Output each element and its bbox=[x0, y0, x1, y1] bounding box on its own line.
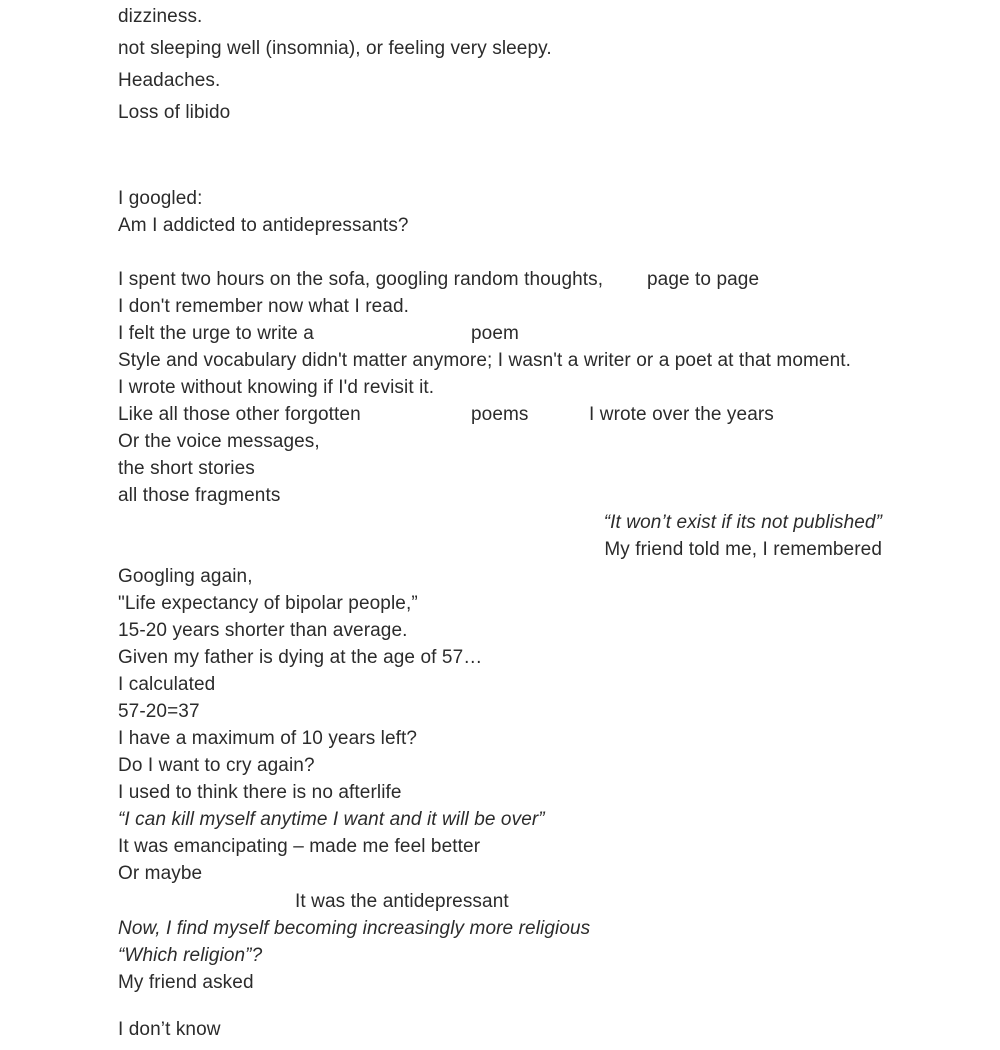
text-line: I googled: bbox=[118, 188, 203, 209]
text-line: It was emancipating – made me feel better bbox=[118, 836, 481, 857]
text-line: Style and vocabulary didn't matter anymore; I wasn't a writer or a poet at that moment. bbox=[118, 350, 852, 371]
text-line: Headaches. bbox=[118, 70, 221, 91]
text-line: I spent two hours on the sofa, googling random thoughts, bbox=[118, 269, 604, 290]
text-line: "Life expectancy of bipolar people,” bbox=[118, 593, 418, 614]
text-fragment: poems bbox=[471, 404, 529, 425]
text-line: I used to think there is no afterlife bbox=[118, 782, 402, 803]
text-line: Am I addicted to antidepressants? bbox=[118, 215, 409, 236]
text-line: the short stories bbox=[118, 458, 255, 479]
text-line: I don't remember now what I read. bbox=[118, 296, 410, 317]
text-line: 15-20 years shorter than average. bbox=[118, 620, 408, 641]
text-line: My friend told me, I remembered bbox=[604, 539, 882, 560]
text-line: all those fragments bbox=[118, 485, 281, 506]
text-line: Like all those other forgotten bbox=[118, 404, 361, 425]
quote-line: “I can kill myself anytime I want and it will be over” bbox=[118, 809, 545, 830]
text-line: I felt the urge to write a bbox=[118, 323, 314, 344]
text-line: I have a maximum of 10 years left? bbox=[118, 728, 418, 749]
text-fragment: page to page bbox=[647, 269, 760, 290]
text-line: Given my father is dying at the age of 57… bbox=[118, 647, 483, 668]
text-line: It was the antidepressant bbox=[295, 891, 509, 912]
text-line: Or the voice messages, bbox=[118, 431, 320, 452]
quote-line: “Which religion”? bbox=[118, 945, 263, 966]
text-line: My friend asked bbox=[118, 972, 254, 993]
text-line: I calculated bbox=[118, 674, 216, 695]
text-fragment: poem bbox=[471, 323, 519, 344]
text-line: 57-20=37 bbox=[118, 701, 200, 722]
text-line: Googling again, bbox=[118, 566, 253, 587]
text-line: Do I want to cry again? bbox=[118, 755, 315, 776]
text-line: Now, I find myself becoming increasingly more religious bbox=[118, 918, 591, 939]
text-line: Loss of libido bbox=[118, 102, 231, 123]
text-line: dizziness. bbox=[118, 6, 203, 27]
text-fragment: I wrote over the years bbox=[589, 404, 774, 425]
text-line: Or maybe bbox=[118, 863, 203, 884]
text-line: I wrote without knowing if I'd revisit it. bbox=[118, 377, 435, 398]
text-line: not sleeping well (insomnia), or feeling very sleepy. bbox=[118, 38, 552, 59]
quote-line: “It won’t exist if its not published” bbox=[603, 512, 882, 533]
text-line: I don’t know bbox=[118, 1019, 221, 1040]
